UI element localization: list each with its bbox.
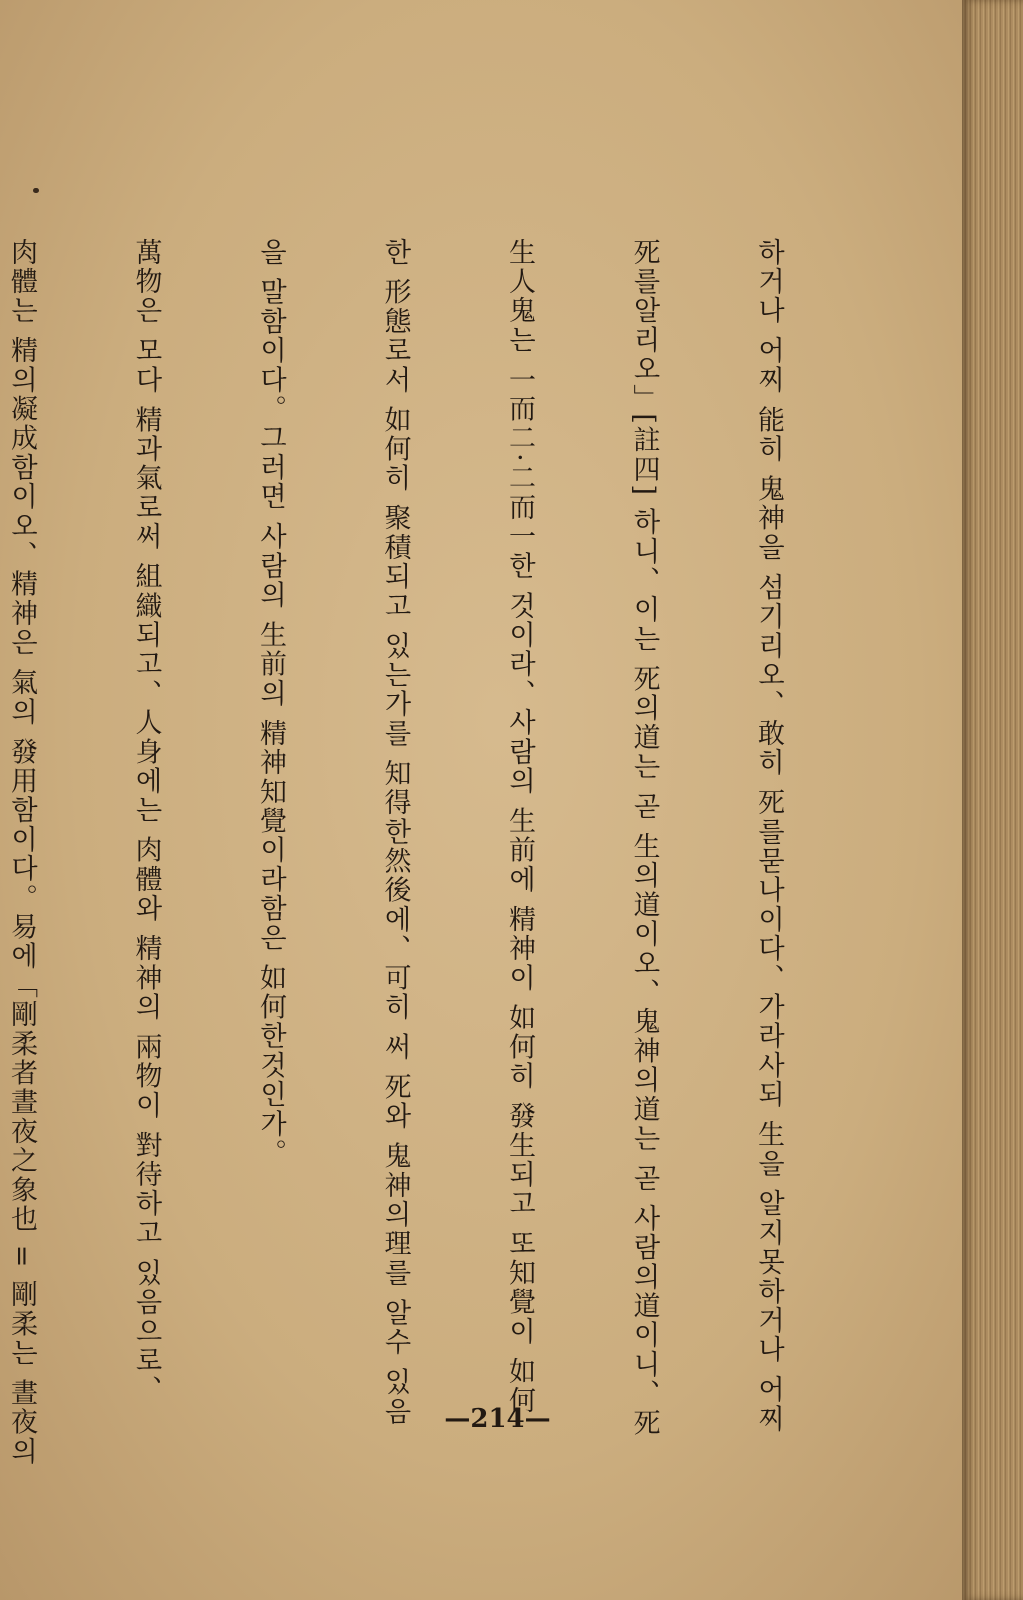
text-column: 하거나 어찌 能히 鬼神을 섬기리오、敢히 死를묻나이다、가라사되 生을 알지못하거나 어찌: [753, 238, 784, 1434]
page-number: —214—: [444, 1404, 551, 1434]
text-column: 萬物은 모다 精과氣로써 組織되고、人身에는 肉體와 精神의 兩物이 對待하고 있음으로、: [130, 238, 162, 1405]
ink-speck: [33, 188, 39, 193]
text-column: 死를알리오」[註四] 하니、이는 死의道는 곧 生의道이오、鬼神의道는 곧 사람의道이니、死: [628, 238, 660, 1438]
text-column: 을 말함이다。그러면 사람의 生前의 精神知覺이라함은 如何한것인가。: [255, 238, 286, 1168]
page-block-edge: [962, 0, 1023, 1600]
text-column: 生人鬼는 一而二·二而一한 것이라、사람의 生前에 精神이 如何히 發生되고 또知覺이 如何: [504, 238, 535, 1416]
text-column: 肉體는 精의凝成함이오、精神은 氣의 發用함이다。易에「剛柔者晝夜之象也 = 剛柔는 晝夜의: [6, 238, 37, 1467]
text-column: 한 形態로서 如何히 聚積되고 있는가를 知得한然後에、可히 써 死와 鬼神의理를 알수 있음: [379, 238, 411, 1427]
